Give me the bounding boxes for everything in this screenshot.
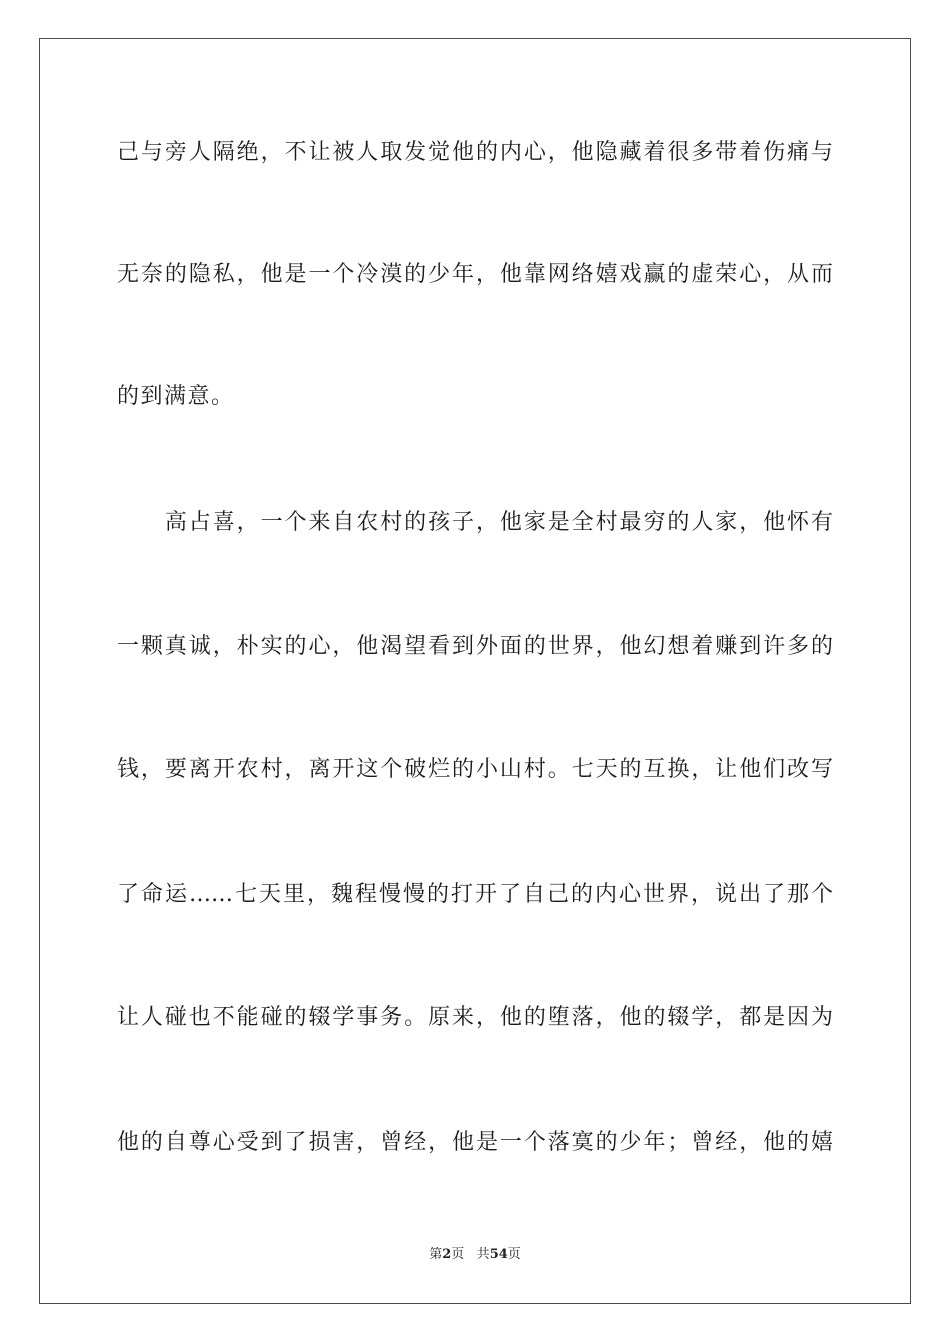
- footer-page-suffix: 页: [451, 1247, 465, 1262]
- footer-total-prefix: 共: [476, 1247, 490, 1262]
- body-text-line: 高占喜，一个来自农村的孩子，他家是全村最穷的人家，他怀有: [117, 510, 833, 535]
- body-text-line: 钱，要离开农村，离开这个破烂的小山村。七天的互换，让他们改写: [117, 757, 833, 782]
- footer-total-suffix: 页: [507, 1247, 521, 1262]
- body-text-line: 了命运……七天里，魏程慢慢的打开了自己的内心世界，说出了那个: [117, 882, 833, 907]
- body-text-line: 他的自尊心受到了损害，曾经，他是一个落寞的少年；曾经，他的嬉: [117, 1130, 833, 1155]
- page-footer: [0, 1246, 950, 1264]
- footer-prefix: 第: [429, 1247, 443, 1262]
- body-text-line: 的到满意。: [117, 384, 235, 409]
- page-border: [39, 38, 911, 1304]
- body-text-line: 无奈的隐私，他是一个冷漠的少年，他靠网络嬉戏赢的虚荣心，从而: [117, 262, 833, 287]
- body-text-line: 一颗真诚，朴实的心，他渴望看到外面的世界，他幻想着赚到许多的: [117, 634, 833, 659]
- body-text-line: 让人碰也不能碰的辍学事务。原来，他的堕落，他的辍学，都是因为: [117, 1005, 833, 1030]
- page-number: 2: [442, 1247, 452, 1262]
- total-pages: 54: [489, 1247, 508, 1262]
- body-text-line: 己与旁人隔绝，不让被人取发觉他的内心，他隐藏着很多带着伤痛与: [117, 140, 833, 165]
